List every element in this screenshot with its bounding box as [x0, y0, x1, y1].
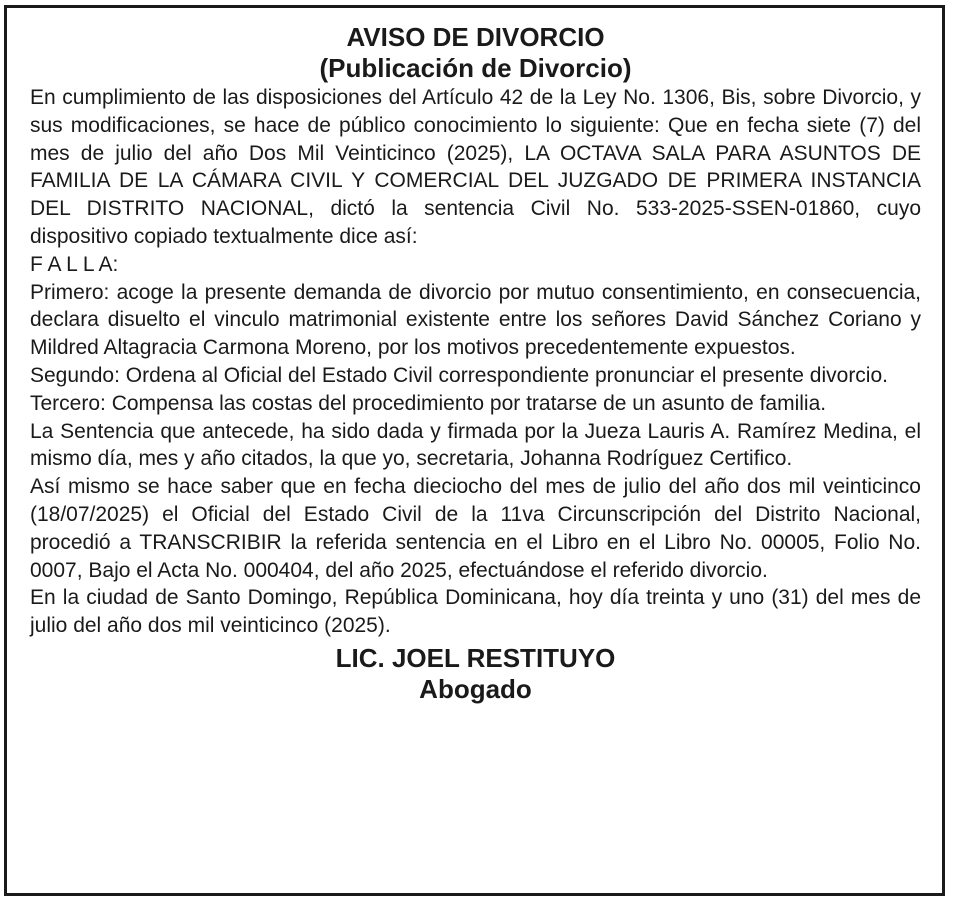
notice-title: AVISO DE DIVORCIO — [346, 22, 605, 52]
notice-body — [30, 84, 921, 640]
signer-role: Abogado — [419, 674, 532, 705]
closing-paragraph: En la ciudad de Santo Domingo, República Dominicana, hoy día treinta y uno (31) del mes de julio del año dos mil veinticinco (2025). — [30, 586, 921, 638]
signer-name: LIC. JOEL RESTITUYO — [335, 642, 616, 673]
legal-notice — [4, 5, 945, 896]
intro-paragraph: En cumplimiento de las disposiciones del Artículo 42 de la Ley No. 1306, Bis, sobre Divorcio, y sus modificaciones, se hace de público conocimiento lo siguiente: Que en fecha siete (7) del mes de julio del año Dos Mil Veinticinco (2025), LA OCTAVA SALA PARA ASUNTOS DE FAMILIA DE LA CÁMARA CIVIL Y COMERCIAL DEL JUZGADO DE PRIMERA INSTANCIA DEL DISTRITO NACIONAL, dictó la sentencia Civil No. 533-2025-SSEN-01860, cuyo dispositivo copiado textualmente dice así: — [30, 86, 921, 248]
signature-statement-paragraph: La Sentencia que antecede, ha sido dada y firmada por la Jueza Lauris A. Ramírez Medina, el mismo día, mes y año citados, la que yo, secretaria, Johanna Rodríguez Certifico. — [30, 419, 921, 471]
ruling-second-paragraph: Segundo: Ordena al Oficial del Estado Civil correspondiente pronunciar el presente divorcio. — [30, 363, 888, 387]
signature-block — [30, 643, 921, 706]
notice-subtitle: (Publicación de Divorcio) — [319, 53, 632, 83]
ruling-first-paragraph: Primero: acoge la presente demanda de divorcio por mutuo consentimiento, en consecuencia, declara disuelto el vinculo matrimonial existente entre los señores David Sánchez Coriano y Mildred Altagracia Carmona Moreno, por los motivos precedentemente expuestos. — [30, 280, 921, 360]
transcription-paragraph: Así mismo se hace saber que en fecha dieciocho del mes de julio del año dos mil veinticinco (18/07/2025) el Oficial del Estado Civil de la 11va Circunscripción del Distrito Nacional, procedió a TRANSCRIBIR la referida sentencia en el Libro en el Libro No. 00005, Folio No. 0007, Bajo el Acta No. 000404, del año 2025, efectuándose el referido divorcio. — [30, 475, 921, 582]
falla-heading: F A L L A: — [30, 252, 119, 276]
ruling-third-paragraph: Tercero: Compensa las costas del procedimiento por tratarse de un asunto de familia. — [30, 391, 827, 415]
